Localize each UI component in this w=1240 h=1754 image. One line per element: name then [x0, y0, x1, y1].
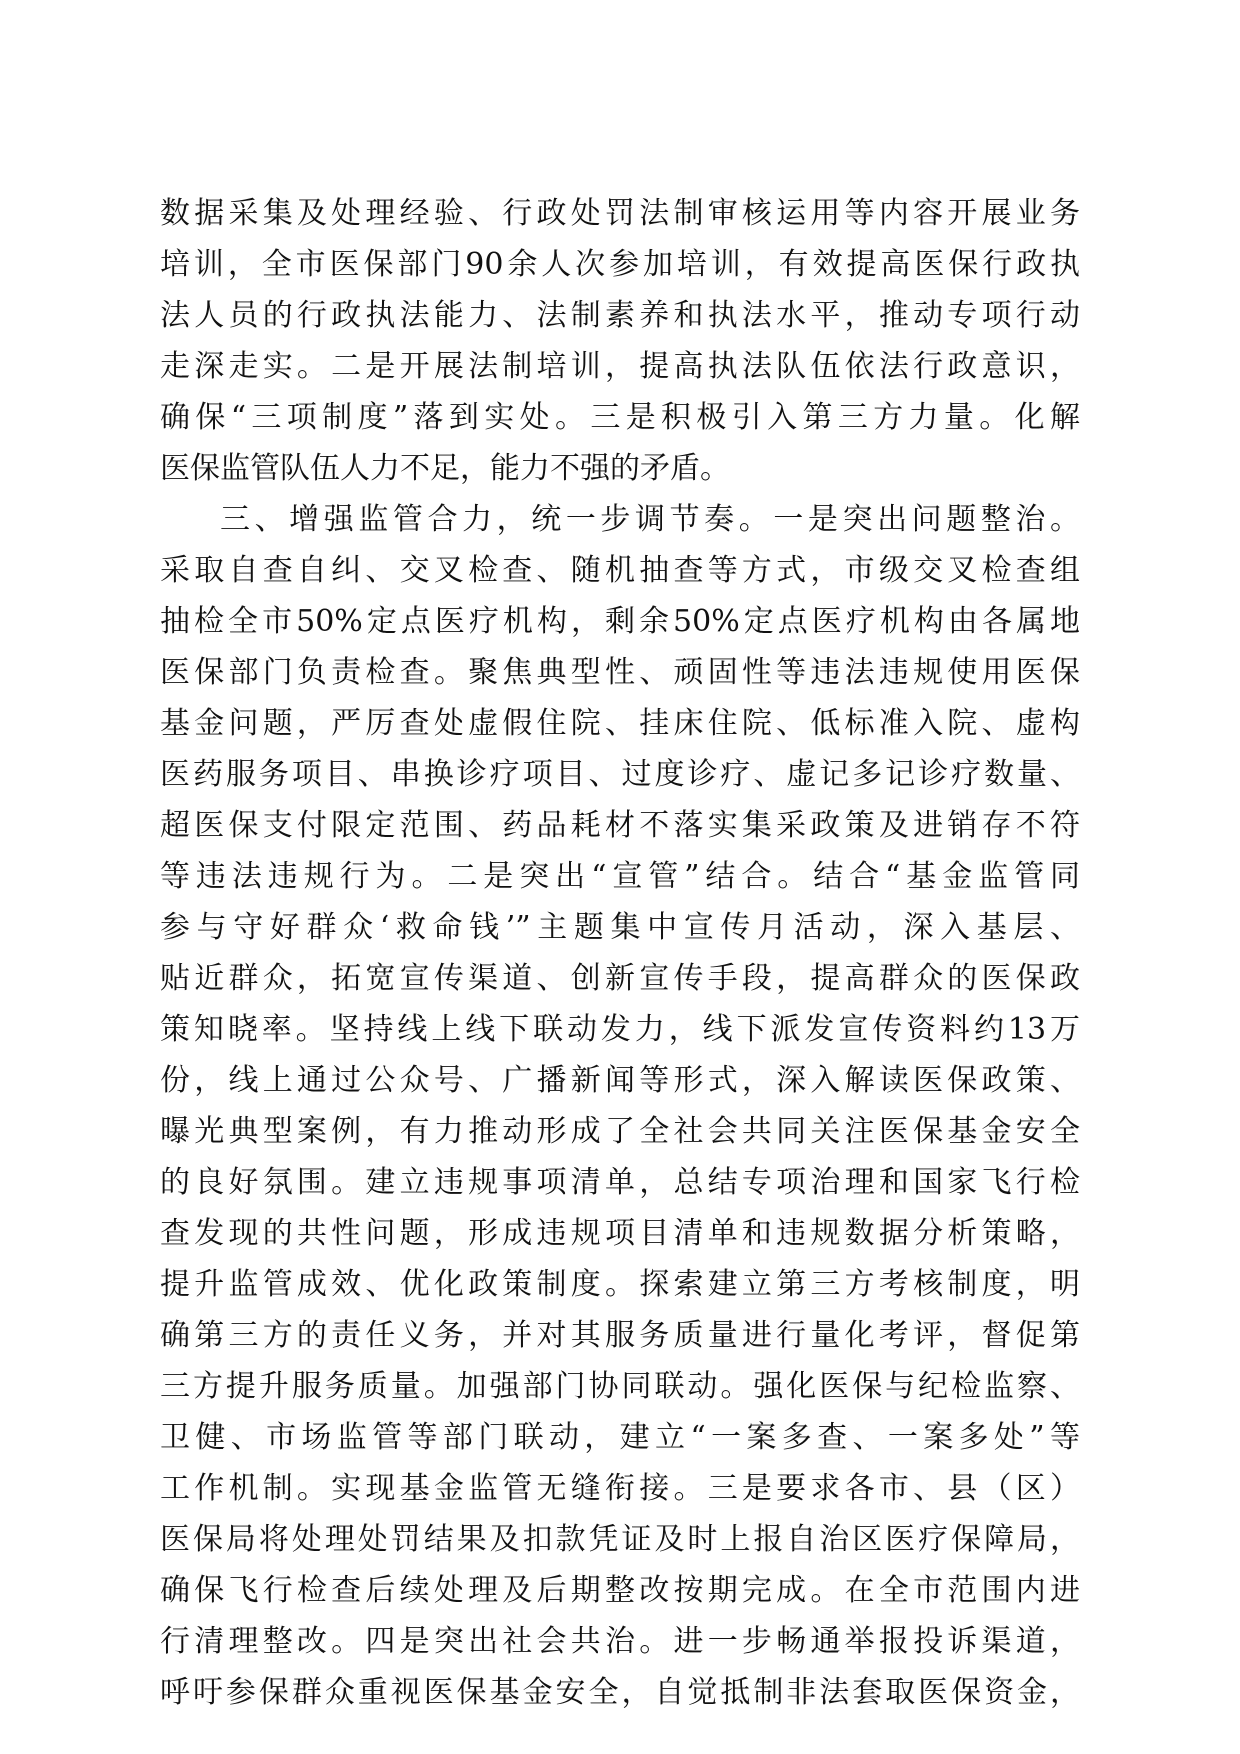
paragraph-2-line-19: 卫健、市场监管等部门联动，建立“一案多查、一案多处”等	[160, 1420, 1080, 1455]
paragraph-2-line-15: 查发现的共性问题，形成违规项目清单和违规数据分析策略，	[160, 1216, 1080, 1251]
paragraph-2-line-3: 抽检全市50%定点医疗机构，剩余50%定点医疗机构由各属地	[160, 604, 1080, 639]
paragraph-2-line-21: 医保局将处理处罚结果及扣款凭证及时上报自治区医疗保障局，	[160, 1522, 1080, 1557]
paragraph-2-line-12: 份，线上通过公众号、广播新闻等形式，深入解读医保政策、	[160, 1063, 1080, 1098]
paragraph-2-line-20: 工作机制。实现基金监管无缝衔接。三是要求各市、县（区）	[160, 1471, 1080, 1506]
paragraph-2-line-18: 三方提升服务质量。加强部门协同联动。强化医保与纪检监察、	[160, 1369, 1080, 1404]
paragraph-1-line-3: 法人员的行政执法能力、法制素养和执法水平，推动专项行动	[160, 298, 1080, 333]
paragraph-1-line-1: 数据采集及处理经验、行政处罚法制审核运用等内容开展业务	[160, 196, 1080, 231]
paragraph-2-line-6: 医药服务项目、串换诊疗项目、过度诊疗、虚记多记诊疗数量、	[160, 757, 1080, 792]
paragraph-2-line-5: 基金问题，严厉查处虚假住院、挂床住院、低标准入院、虚构	[160, 706, 1080, 741]
paragraph-2-line-22: 确保飞行检查后续处理及后期整改按期完成。在全市范围内进	[160, 1573, 1080, 1608]
paragraph-2-line-11: 策知晓率。坚持线上线下联动发力，线下派发宣传资料约13万	[160, 1012, 1080, 1047]
paragraph-1-line-5: 确保“三项制度”落到实处。三是积极引入第三方力量。化解	[160, 400, 1080, 435]
paragraph-2-line-16: 提升监管成效、优化政策制度。探索建立第三方考核制度，明	[160, 1267, 1080, 1302]
paragraph-2-line-24: 呼吁参保群众重视医保基金安全，自觉抵制非法套取医保资金，	[160, 1675, 1080, 1710]
paragraph-2-line-14: 的良好氛围。建立违规事项清单，总结专项治理和国家飞行检	[160, 1165, 1080, 1200]
paragraph-2-line-8: 等违法违规行为。二是突出“宣管”结合。结合“基金监管同	[160, 859, 1080, 894]
paragraph-2-line-13: 曝光典型案例，有力推动形成了全社会共同关注医保基金安全	[160, 1114, 1080, 1149]
paragraph-2-line-4: 医保部门负责检查。聚焦典型性、顽固性等违法违规使用医保	[160, 655, 1080, 690]
paragraph-1-line-2: 培训，全市医保部门90余人次参加培训，有效提高医保行政执	[160, 247, 1080, 282]
paragraph-1-line-6: 医保监管队伍人力不足，能力不强的矛盾。	[160, 451, 730, 486]
paragraph-2-line-10: 贴近群众，拓宽宣传渠道、创新宣传手段，提高群众的医保政	[160, 961, 1080, 996]
paragraph-2-line-17: 确第三方的责任义务，并对其服务质量进行量化考评，督促第	[160, 1318, 1080, 1353]
paragraph-2-line-7: 超医保支付限定范围、药品耗材不落实集采政策及进销存不符	[160, 808, 1080, 843]
paragraph-2-line-23: 行清理整改。四是突出社会共治。进一步畅通举报投诉渠道，	[160, 1624, 1080, 1659]
paragraph-1-line-4: 走深走实。二是开展法制培训，提高执法队伍依法行政意识，	[160, 349, 1080, 384]
paragraph-2-line-9: 参与守好群众‘救命钱’”主题集中宣传月活动，深入基层、	[160, 910, 1080, 945]
document-body	[160, 188, 1080, 1718]
paragraph-2-line-1: 三、增强监管合力，统一步调节奏。一是突出问题整治。	[220, 502, 1080, 537]
paragraph-2-line-2: 采取自查自纠、交叉检查、随机抽查等方式，市级交叉检查组	[160, 553, 1080, 588]
